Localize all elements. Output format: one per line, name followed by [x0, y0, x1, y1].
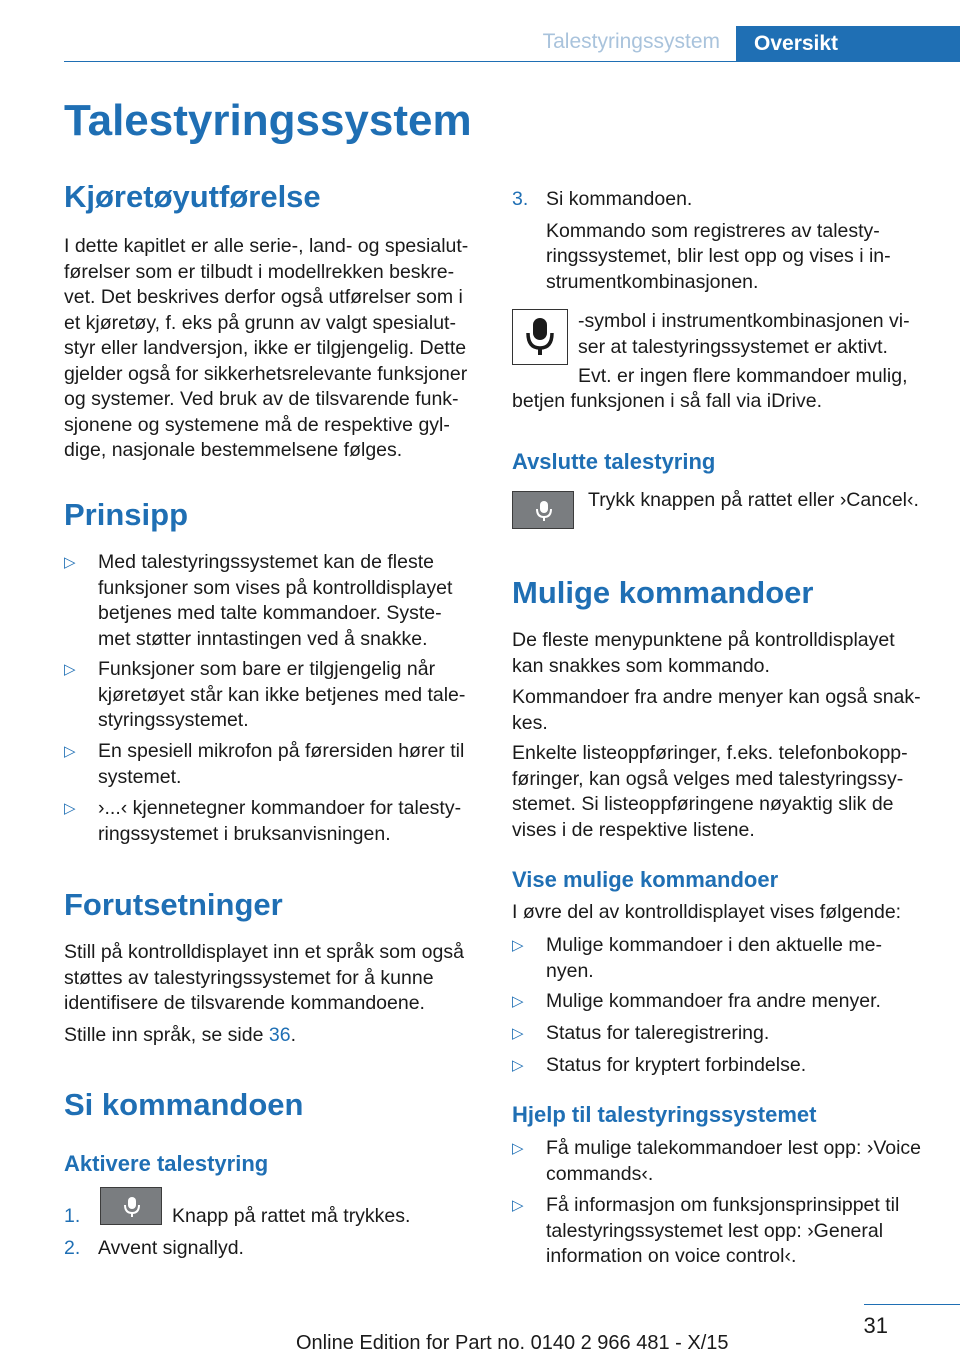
text-line: Status for taleregistrering. — [546, 1022, 770, 1044]
list-item-text — [546, 1136, 921, 1187]
step-detail — [546, 219, 891, 296]
text-line: Få informasjon om funksjonsprinsippet til — [546, 1194, 900, 1216]
list-item-text — [546, 1053, 806, 1079]
step-text-block — [546, 187, 891, 295]
text-line: et kjøretøy, f. eks på grunn av valgt spesialut- — [64, 311, 456, 334]
text-line: identifisere de tilsvarende kommandoene. — [64, 992, 425, 1014]
text-line: dige, nasjonale bestemmelsene følges. — [64, 439, 403, 461]
step-text: Si kommandoen. — [546, 188, 693, 210]
heading-mulige: Mulige kommandoer — [512, 575, 814, 610]
text-line: betjenes med talte kommandoer. Syste- — [98, 602, 442, 624]
step-number: 2. — [64, 1237, 81, 1259]
paragraph-vise: I øvre del av kontrolldisplayet vises følgende: — [512, 901, 902, 923]
bullet-marker: ▷ — [512, 1197, 524, 1214]
text-line: ser at talestyringssystemet er aktivt. — [578, 335, 888, 358]
page-title: Talestyringssystem — [64, 96, 472, 145]
text-line: funksjoner som vises på kontrolldisplayet — [98, 576, 453, 599]
bullet-marker: ▷ — [512, 937, 524, 954]
footer-edition: Online Edition for Part no. 0140 2 966 481 - X/15 — [296, 1332, 729, 1354]
text-line: betjen funksjonen i så fall via iDrive. — [512, 390, 822, 412]
steering-wheel-button — [100, 1187, 162, 1225]
bullet-marker: ▷ — [512, 993, 524, 1010]
bullet-marker: ▷ — [512, 1057, 524, 1074]
text-line: førelser som er tilbudt i modellrekken beskre- — [64, 260, 455, 283]
text-line: commands‹. — [546, 1162, 654, 1185]
header-rule — [64, 61, 960, 62]
text-line: met støtter inntastingen ved å snakke. — [98, 627, 428, 650]
text-line: føringer, kan også velges med talestyringssy- — [512, 767, 904, 790]
page-number: 31 — [863, 1313, 888, 1338]
text-line: stemet. Si listeoppføringene nøyaktig slik de — [512, 793, 894, 815]
bullet-marker: ▷ — [512, 1025, 524, 1042]
paragraph-mulige-2 — [512, 685, 921, 736]
text-line: De fleste menypunktene på kontrolldisplayet — [512, 629, 895, 651]
page-header — [0, 26, 960, 62]
list-item-text — [546, 933, 882, 984]
ref-text: Stille inn språk, se side — [64, 1024, 269, 1046]
paragraph-mulige-1 — [512, 628, 895, 679]
paragraph-evt-line2 — [512, 389, 822, 415]
list-item-text — [546, 989, 881, 1015]
text-line: Få mulige talekommandoer lest opp: ›Voice — [546, 1137, 922, 1159]
text-line: ringssystemet i bruksanvisningen. — [98, 822, 391, 845]
heading-prinsipp: Prinsipp — [64, 497, 189, 532]
header-section: Talestyringssystem — [542, 30, 720, 53]
step-text: Avvent signallyd. — [98, 1237, 244, 1259]
paragraph-evt-line1 — [578, 364, 930, 390]
text-line: styringssystemet. — [98, 709, 249, 731]
paragraph-symbol — [578, 309, 930, 360]
heading-kjoretoyutforelse: Kjøretøyutførelse — [64, 179, 321, 214]
paragraph-language-ref — [64, 1023, 296, 1049]
text-line: gjelder også for sikkerhetsrelevante funksjoner — [64, 362, 468, 385]
text-line: Kommandoer fra andre menyer kan også snak- — [512, 686, 921, 708]
heading-si-kommandoen: Si kommandoen — [64, 1087, 304, 1122]
bullet-marker: ▷ — [64, 743, 76, 760]
microphone-icon — [122, 1196, 142, 1218]
step-number: 1. — [64, 1205, 81, 1227]
text-line: kjøretøyet står kan ikke betjenes med tale- — [98, 683, 466, 706]
paragraph-mulige-3 — [512, 741, 908, 843]
heading-vise: Vise mulige kommandoer — [512, 867, 779, 892]
text-line: styr eller landversjon, ikke er tilgjengelig. Dette — [64, 337, 467, 359]
list-item-text — [546, 1193, 899, 1270]
text-line: vet. Det beskrives derfor også utførelser som i — [64, 286, 463, 308]
heading-hjelp: Hjelp til talestyringssystemet — [512, 1102, 817, 1127]
step-number: 3. — [512, 188, 529, 210]
text-line: strumentkombinasjonen. — [546, 270, 759, 293]
text-line: Evt. er ingen flere kommandoer mulig, — [578, 365, 908, 387]
text-line: Mulige kommandoer i den aktuelle me- — [546, 934, 882, 956]
step-text: Knapp på rattet må trykkes. — [172, 1205, 411, 1227]
text-line: information on voice control‹. — [546, 1245, 797, 1267]
header-tab: Oversikt — [736, 26, 960, 62]
heading-avslutte: Avslutte talestyring — [512, 449, 716, 474]
text-line: systemet. — [98, 765, 182, 788]
footer-rule — [864, 1304, 960, 1305]
text-line: Still på kontrolldisplayet inn et språk som også — [64, 941, 464, 963]
text-line: kes. — [512, 711, 548, 734]
bullet-marker: ▷ — [64, 661, 76, 678]
list-item-text — [98, 550, 452, 652]
text-line: ›...‹ kjennetegner kommandoer for talesty- — [98, 797, 462, 819]
text-line: vises i de respektive listene. — [512, 818, 755, 841]
heading-forutsetninger: Forutsetninger — [64, 887, 283, 922]
bullet-marker: ▷ — [64, 554, 76, 571]
text-line: Mulige kommandoer fra andre menyer. — [546, 990, 881, 1012]
text-line: En spesiell mikrofon på førersiden hører til — [98, 740, 465, 762]
text-line: Med talestyringssystemet kan de fleste — [98, 551, 434, 573]
list-item-text — [98, 739, 464, 790]
text-line: nyen. — [546, 959, 594, 982]
text-line: Status for kryptert forbindelse. — [546, 1054, 807, 1076]
page-link[interactable]: 36 — [268, 1024, 291, 1046]
instrument-symbol — [512, 309, 568, 365]
heading-aktivere: Aktivere talestyring — [64, 1151, 269, 1176]
text-line: sjonene og systemene må de respektive gyl- — [64, 413, 450, 436]
bullet-marker: ▷ — [64, 800, 76, 817]
text-line: Kommando som registreres av talesty- — [546, 219, 880, 242]
bullet-marker: ▷ — [512, 1140, 524, 1157]
ref-end: . — [290, 1024, 296, 1046]
text-line: Funksjoner som bare er tilgjengelig når — [98, 658, 436, 680]
list-item-text — [98, 657, 465, 734]
text-line: støttes av talestyringssystemet for å kunne — [64, 966, 434, 989]
text-line: I dette kapitlet er alle serie-, land- og spesialut- — [64, 235, 469, 257]
text-line: talestyringssystemet lest opp: ›General — [546, 1219, 884, 1242]
paragraph-forutsetninger — [64, 940, 464, 1017]
paragraph-kjoretoy — [64, 234, 468, 464]
steering-wheel-button — [512, 491, 574, 529]
text-line: kan snakkes som kommando. — [512, 654, 770, 677]
paragraph-avslutte: Trykk knappen på rattet eller ›Cancel‹. — [588, 489, 919, 511]
text-line: Enkelte listeoppføringer, f.eks. telefonbokopp- — [512, 742, 908, 764]
list-item-text — [98, 796, 461, 847]
text-line: og systemer. Ved bruk av de tilsvarende funk- — [64, 388, 459, 410]
list-item-text — [546, 1021, 769, 1047]
microphone-icon — [534, 500, 554, 522]
text-line: -symbol i instrumentkombinasjonen vi- — [578, 310, 910, 332]
microphone-icon — [525, 317, 555, 357]
text-line: ringssystemet, blir lest opp og vises i in- — [546, 245, 891, 267]
